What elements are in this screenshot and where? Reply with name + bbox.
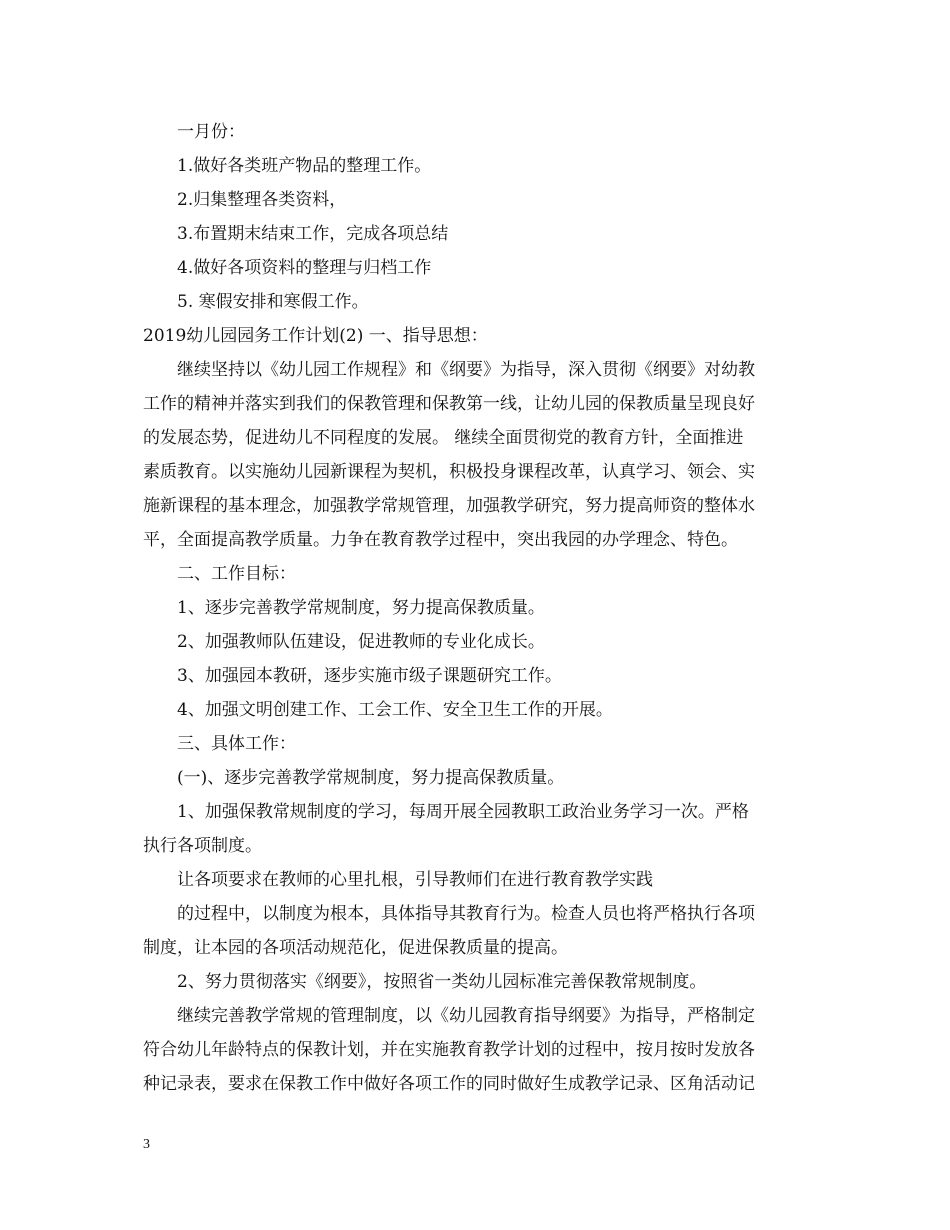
text-line: 2、努力贯彻落实《纲要》，按照省一类幼儿园标准完善保教常规制度。 xyxy=(177,972,707,992)
text-line: 工作的精神并落实到我们的保教管理和保教第一线，让幼儿园的保教质量呈现良好 xyxy=(143,394,755,414)
text-line: 3、加强园本教研，逐步实施市级子课题研究工作。 xyxy=(177,666,562,686)
text-line: 平，全面提高教学质量。力争在教育教学过程中，突出我园的办学理念、特色。 xyxy=(143,530,738,550)
text-line: 4、加强文明创建工作、工会工作、安全卫生工作的开展。 xyxy=(177,700,613,720)
document-body xyxy=(143,115,813,1101)
text-line: 一月份： xyxy=(177,122,245,142)
text-line: 4.做好各项资料的整理与归档工作 xyxy=(177,258,432,278)
text-line: 1.做好各类班产物品的整理工作。 xyxy=(177,156,432,176)
text-line: 1、逐步完善教学常规制度，努力提高保教质量。 xyxy=(177,598,545,618)
text-line: 符合幼儿年龄特点的保教计划，并在实施教育教学计划的过程中，按月按时发放各 xyxy=(143,1040,755,1060)
text-line: 的过程中，以制度为根本，具体指导其教育行为。检查人员也将严格执行各项 xyxy=(177,904,755,924)
text-line: 施新课程的基本理念，加强教学常规管理，加强教学研究，努力提高师资的整体水 xyxy=(143,496,755,516)
page-number: 3 xyxy=(143,1137,150,1152)
text-line: 制度，让本园的各项活动规范化，促进保教质量的提高。 xyxy=(143,938,568,958)
text-line: 5. 寒假安排和寒假工作。 xyxy=(177,292,369,312)
text-line: 1、加强保教常规制度的学习，每周开展全园教职工政治业务学习一次。严格 xyxy=(177,802,749,822)
text-line: 执行各项制度。 xyxy=(143,836,262,856)
text-line: 让各项要求在教师的心里扎根，引导教师们在进行教育教学实践 xyxy=(177,870,653,890)
text-line: 3.布置期末结束工作，完成各项总结 xyxy=(177,224,449,244)
text-line: 继续完善教学常规的管理制度，以《幼儿园教育指导纲要》为指导，严格制定 xyxy=(177,1006,755,1026)
text-line: 种记录表，要求在保教工作中做好各项工作的同时做好生成教学记录、区角活动记 xyxy=(143,1074,755,1094)
text-line: 素质教育。以实施幼儿园新课程为契机，积极投身课程改革，认真学习、领会、实 xyxy=(143,462,755,482)
text-line: 三、具体工作： xyxy=(177,734,296,754)
text-line: (一)、逐步完善教学常规制度，努力提高保教质量。 xyxy=(177,768,565,788)
text-line: 继续坚持以《幼儿园工作规程》和《纲要》为指导，深入贯彻《纲要》对幼教 xyxy=(177,360,755,380)
text-line: 二、工作目标： xyxy=(177,564,296,584)
text-line: 2019幼儿园园务工作计划(2) 一、指导思想： xyxy=(143,326,488,346)
text-line: 的发展态势，促进幼儿不同程度的发展。 继续全面贯彻党的教育方针，全面推进 xyxy=(143,428,744,448)
text-line: 2.归集整理各类资料， xyxy=(177,190,347,210)
text-line: 2、加强教师队伍建设，促进教师的专业化成长。 xyxy=(177,632,545,652)
